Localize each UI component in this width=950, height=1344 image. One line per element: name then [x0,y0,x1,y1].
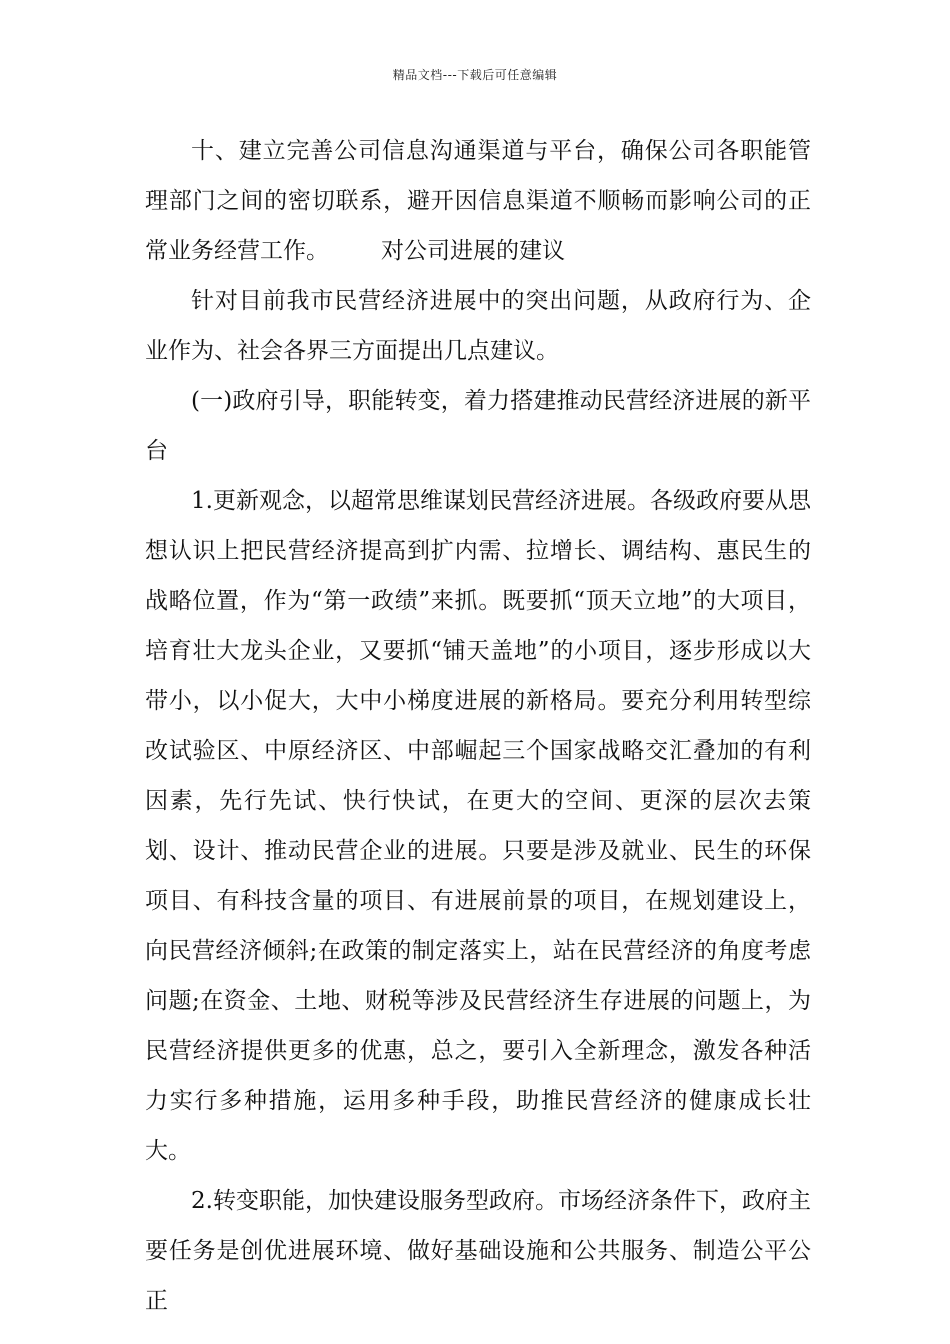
section-heading-suggestions: 对公司进展的建议 [381,238,565,264]
paragraph-1-text: 十、建立完善公司信息沟通渠道与平台，确保公司各职能管理部门之间的密切联系，避开因信息渠道不顺畅而影响公司的正常业务经营工作。 [145,138,811,264]
paragraph-4: 1.更新观念，以超常思维谋划民营经济进展。各级政府要从思想认识上把民营经济提高到扩内需、拉增长、调结构、惠民生的战略位置，作为“第一政绩”来抓。既要抓“顶天立地”的大项目，培育壮大龙头企业，又要抓“铺天盖地”的小项目，逐步形成以大带小，以小促大，大中小梯度进展的新格局。要充分利用转型综改试验区、中原经济区、中部崛起三个国家战略交汇叠加的有利因素，先行先试、快行快试，在更大的空间、更深的层次去策划、设计、推动民营企业的进展。只要是涉及就业、民生的环保项目、有科技含量的项目、有进展前景的项目，在规划建设上，向民营经济倾斜;在政策的制定落实上，站在民营经济的角度考虑问题;在资金、土地、财税等涉及民营经济生存进展的问题上，为民营经济提供更多的优惠，总之，要引入全新理念，激发各种活力实行多种措施，运用多种手段，助推民营经济的健康成长壮大。 [145,488,811,1164]
document-body [145,126,811,1326]
page-header: 精品文档---下载后可任意编辑 [392,68,558,82]
paragraph-3: (一)政府引导，职能转变，着力搭建推动民营经济进展的新平台 [145,388,811,464]
paragraph-1 [145,126,811,276]
paragraph-2: 针对目前我市民营经济进展中的突出问题，从政府行为、企业作为、社会各界三方面提出几点建议。 [145,288,811,364]
paragraph-5: 2.转变职能，加快建设服务型政府。市场经济条件下，政府主要任务是创优进展环境、做好基础设施和公共服务、制造公平公正 [145,1188,811,1314]
